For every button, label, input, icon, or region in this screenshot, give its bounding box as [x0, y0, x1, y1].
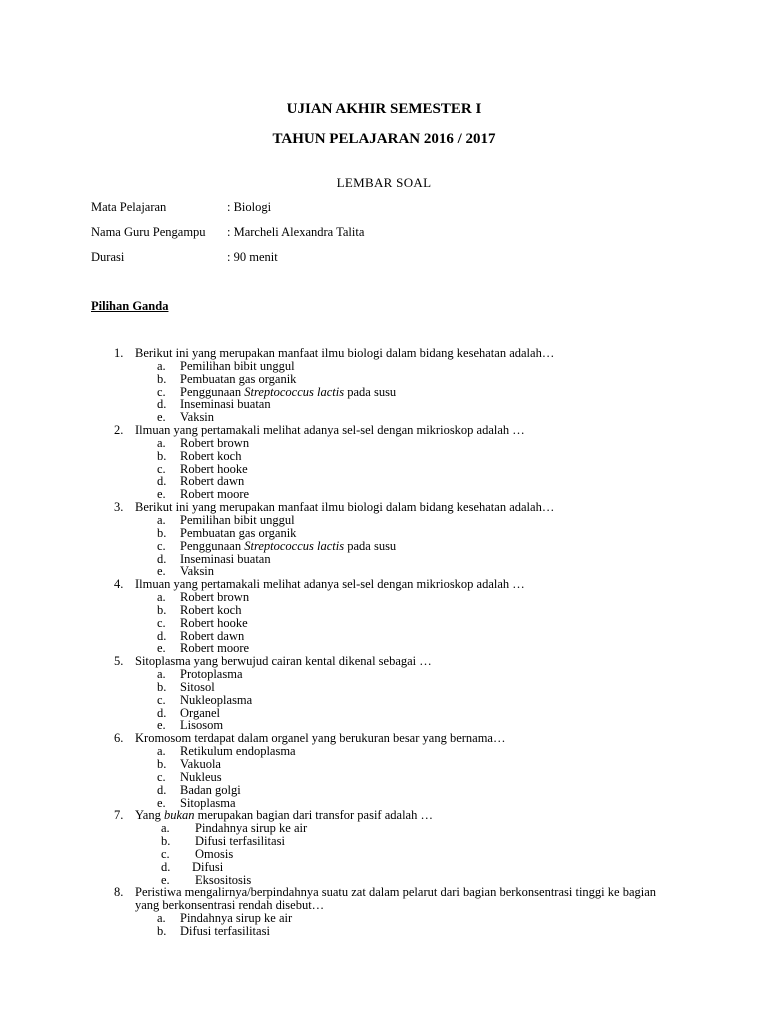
option-letter: d. — [157, 551, 167, 566]
question-text — [0, 347, 768, 360]
question-number: 8. — [114, 885, 124, 900]
option-text: Robert koch — [180, 448, 242, 463]
answer-option — [0, 617, 768, 630]
exam-title: UJIAN AKHIR SEMESTER I — [286, 101, 482, 117]
info-value: : 90 menit — [227, 250, 278, 264]
answer-option — [0, 848, 768, 861]
answer-option — [0, 540, 768, 553]
worksheet-subtitle: LEMBAR SOAL — [336, 175, 432, 190]
option-letter: c. — [157, 769, 166, 784]
option-text: Robert dawn — [180, 474, 245, 489]
option-text: Vakuola — [180, 757, 221, 771]
option-letter: b. — [157, 525, 167, 540]
option-letter: e. — [157, 487, 166, 502]
option-letter: b. — [157, 679, 167, 694]
question-number: 6. — [114, 731, 124, 746]
option-text: Penggunaan — [180, 384, 245, 399]
option-text: Sitosol — [180, 679, 215, 694]
option-letter: d. — [161, 859, 171, 874]
answer-option — [0, 707, 768, 720]
academic-year-title: TAHUN PELAJARAN 2016 / 2017 — [272, 131, 496, 147]
answer-option — [0, 822, 768, 835]
option-text: Inseminasi buatan — [180, 551, 271, 566]
info-label: Nama Guru Pengampu — [91, 225, 206, 239]
option-letter: c. — [157, 538, 166, 553]
question-number: 7. — [114, 808, 124, 823]
option-text: Protoplasma — [180, 667, 243, 682]
option-text: Pembuatan gas organik — [180, 525, 297, 540]
option-text: Retikulum endoplasma — [180, 744, 296, 759]
option-text: Robert brown — [180, 590, 250, 605]
question-body: Berikut ini yang merupakan manfaat ilmu biologi dalam bidang kesehatan adalah… — [135, 500, 555, 515]
answer-option — [0, 681, 768, 694]
answer-option — [0, 398, 768, 411]
answer-option — [0, 630, 768, 643]
info-label: Mata Pelajaran — [91, 200, 167, 214]
option-letter: b. — [157, 371, 167, 386]
question-body: Kromosom terdapat dalam organel yang berukuran besar yang bernama… — [135, 731, 506, 746]
question-text — [0, 732, 768, 745]
option-letter: a. — [161, 821, 170, 836]
option-text: Pindahnya sirup ke air — [180, 911, 293, 926]
option-text: Inseminasi buatan — [180, 397, 271, 412]
question-text — [0, 809, 768, 822]
option-text: Eksositosis — [195, 872, 252, 887]
answer-option — [0, 463, 768, 476]
answer-option — [0, 925, 768, 938]
option-letter: a. — [157, 911, 166, 926]
answer-option — [0, 604, 768, 617]
option-text: Vaksin — [180, 564, 215, 579]
answer-option — [0, 450, 768, 463]
option-species-name: Streptococcus lactis — [244, 384, 345, 399]
question-number: 2. — [114, 423, 124, 438]
option-text: pada susu — [344, 538, 397, 553]
info-value: : Biologi — [227, 200, 272, 214]
option-text: Robert brown — [180, 435, 250, 450]
option-letter: a. — [157, 512, 166, 527]
question-list — [0, 347, 768, 938]
answer-option — [0, 475, 768, 488]
answer-option — [0, 784, 768, 797]
option-letter: b. — [157, 602, 167, 617]
option-text: Lisosom — [180, 718, 224, 733]
option-text: Robert koch — [180, 602, 242, 617]
option-letter: a. — [157, 435, 166, 450]
section-title: Pilihan Ganda — [91, 299, 169, 313]
question-body: Ilmuan yang pertamakali melihat adanya sel-sel dengan mikrioskop adalah … — [135, 577, 525, 592]
question-number: 3. — [114, 500, 124, 515]
answer-option — [0, 591, 768, 604]
question-body: Sitoplasma yang berwujud cairan kental dikenal sebagai … — [135, 654, 432, 669]
option-text: pada susu — [344, 384, 397, 399]
option-letter: d. — [157, 705, 167, 720]
option-letter: a. — [157, 744, 166, 759]
question-number: 1. — [114, 346, 124, 360]
option-letter: d. — [157, 782, 167, 797]
option-text: Penggunaan — [180, 538, 245, 553]
option-letter: a. — [157, 358, 166, 373]
option-letter: e. — [161, 872, 170, 887]
option-letter: b. — [157, 448, 167, 463]
option-letter: c. — [157, 384, 166, 399]
option-letter: c. — [157, 461, 166, 476]
option-letter: d. — [157, 397, 167, 412]
option-text: Robert dawn — [180, 628, 245, 643]
option-letter: a. — [157, 590, 166, 605]
answer-option — [0, 553, 768, 566]
question-text — [0, 424, 768, 437]
option-letter: a. — [157, 667, 166, 682]
option-text: Nukleoplasma — [180, 692, 253, 707]
option-text: Difusi terfasilitasi — [195, 834, 285, 849]
question-emphasis: bukan — [163, 808, 195, 823]
option-text: Badan golgi — [180, 782, 241, 797]
option-text: Nukleus — [180, 769, 222, 784]
question-text — [0, 655, 768, 668]
option-letter: b. — [157, 923, 167, 938]
answer-option — [0, 437, 768, 450]
question-text — [0, 501, 768, 514]
option-letter: d. — [157, 628, 167, 643]
option-letter: b. — [161, 834, 171, 849]
option-letter: e. — [157, 641, 166, 656]
option-text: Difusi terfasilitasi — [180, 923, 270, 938]
question-body: Berikut ini yang merupakan manfaat ilmu biologi dalam bidang kesehatan adalah… — [135, 346, 555, 360]
question-body: Peristiwa mengalirnya/berpindahnya suatu zat dalam pelarut dari bagian berkonsentrasi tinggi ke bagian yang berkonsentrasi rendah disebut… — [135, 885, 657, 913]
option-text: Pemilihan bibit unggul — [180, 512, 295, 527]
answer-option — [0, 758, 768, 771]
answer-option — [0, 694, 768, 707]
question-text — [0, 578, 768, 591]
option-letter: e. — [157, 410, 166, 425]
option-text: Difusi — [192, 859, 224, 874]
option-text: Robert moore — [180, 641, 250, 656]
option-text: Pembuatan gas organik — [180, 371, 297, 386]
answer-option — [0, 861, 768, 874]
answer-option — [0, 514, 768, 527]
question-number: 4. — [114, 577, 124, 592]
option-text: Vaksin — [180, 410, 215, 425]
option-text: Robert hooke — [180, 461, 248, 476]
option-text: Robert moore — [180, 487, 250, 502]
option-species-name: Streptococcus lactis — [244, 538, 345, 553]
answer-option — [0, 745, 768, 758]
question-body: Yang — [135, 808, 164, 823]
answer-option — [0, 835, 768, 848]
info-value: : Marcheli Alexandra Talita — [227, 225, 365, 239]
question-text — [0, 886, 768, 912]
option-letter: e. — [157, 564, 166, 579]
option-text: Omosis — [195, 846, 234, 861]
answer-option — [0, 360, 768, 373]
option-letter: e. — [157, 795, 166, 810]
option-letter: d. — [157, 474, 167, 489]
option-letter: c. — [157, 692, 166, 707]
answer-option — [0, 668, 768, 681]
option-text: Pemilihan bibit unggul — [180, 358, 295, 373]
answer-option — [0, 771, 768, 784]
answer-option — [0, 386, 768, 399]
question-body: Ilmuan yang pertamakali melihat adanya sel-sel dengan mikrioskop adalah … — [135, 423, 525, 438]
option-text: Sitoplasma — [180, 795, 236, 810]
option-text: Organel — [180, 705, 221, 720]
answer-option — [0, 912, 768, 925]
option-text: Robert hooke — [180, 615, 248, 630]
option-letter: c. — [161, 846, 170, 861]
question-body: merupakan bagian dari transfor pasif adalah … — [194, 808, 433, 823]
option-letter: b. — [157, 757, 167, 771]
info-label: Durasi — [91, 250, 125, 264]
question-number: 5. — [114, 654, 124, 669]
option-text: Pindahnya sirup ke air — [195, 821, 308, 836]
option-letter: c. — [157, 615, 166, 630]
option-letter: e. — [157, 718, 166, 733]
